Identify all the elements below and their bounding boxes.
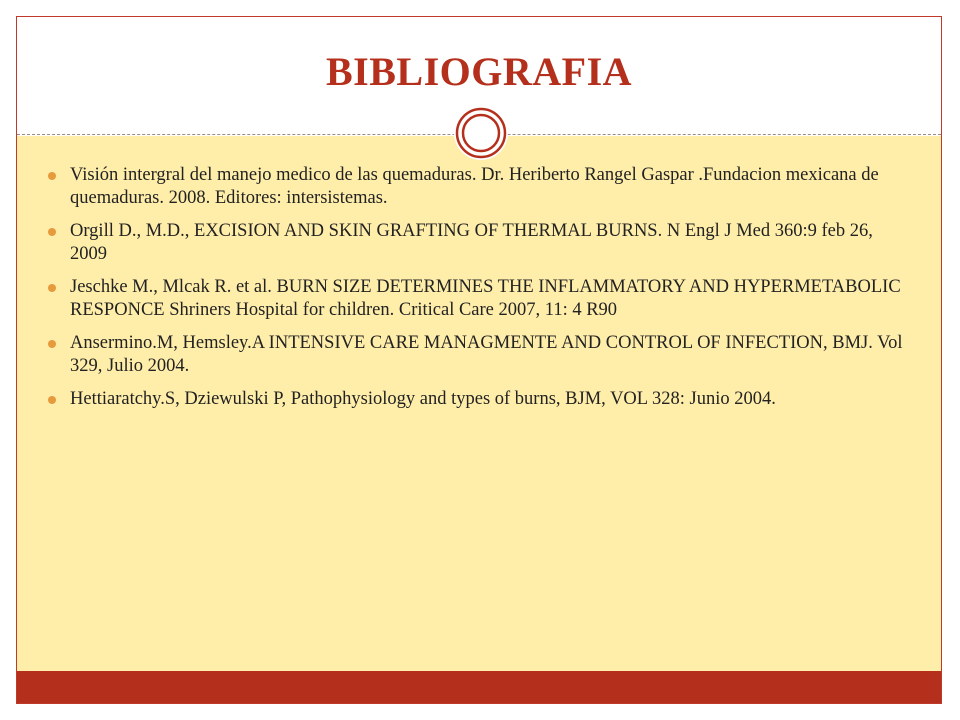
reference-item [48,164,908,210]
reference-item [48,276,908,322]
reference-text: Ansermino.M, Hemsley.A INTENSIVE CARE MANAGMENTE AND CONTROL OF INFECTION, BMJ. Vol 329, Julio 2004. [70,333,903,376]
reference-text: Visión intergral del manejo medico de las quemaduras. Dr. Heriberto Rangel Gaspar .Fundacion mexicana de quemaduras. 2008. Editores: intersistemas. [70,165,879,208]
reference-item [48,332,908,378]
reference-item [48,388,908,411]
reference-text: Hettiaratchy.S, Dziewulski P, Pathophysiology and types of burns, BJM, VOL 328: Junio 2004. [70,389,776,409]
reference-text: Orgill D., M.D., EXCISION AND SKIN GRAFTING OF THERMAL BURNS. N Engl J Med 360:9 feb 26, 2009 [70,221,873,264]
reference-list [48,164,908,421]
bullet-icon [48,284,56,292]
footer-bar [17,671,941,703]
bullet-icon [48,340,56,348]
circle-ornament-icon [454,106,508,160]
page-title: BIBLIOGRAFIA [325,49,633,94]
bullet-icon [48,396,56,404]
bullet-icon [48,228,56,236]
reference-text: Jeschke M., Mlcak R. et al. BURN SIZE DETERMINES THE INFLAMMATORY AND HYPERMETABOLIC RESPONCE Shriners Hospital for children. Critical Care 2007, 11: 4 R90 [70,277,901,320]
bullet-icon [48,172,56,180]
reference-item [48,220,908,266]
